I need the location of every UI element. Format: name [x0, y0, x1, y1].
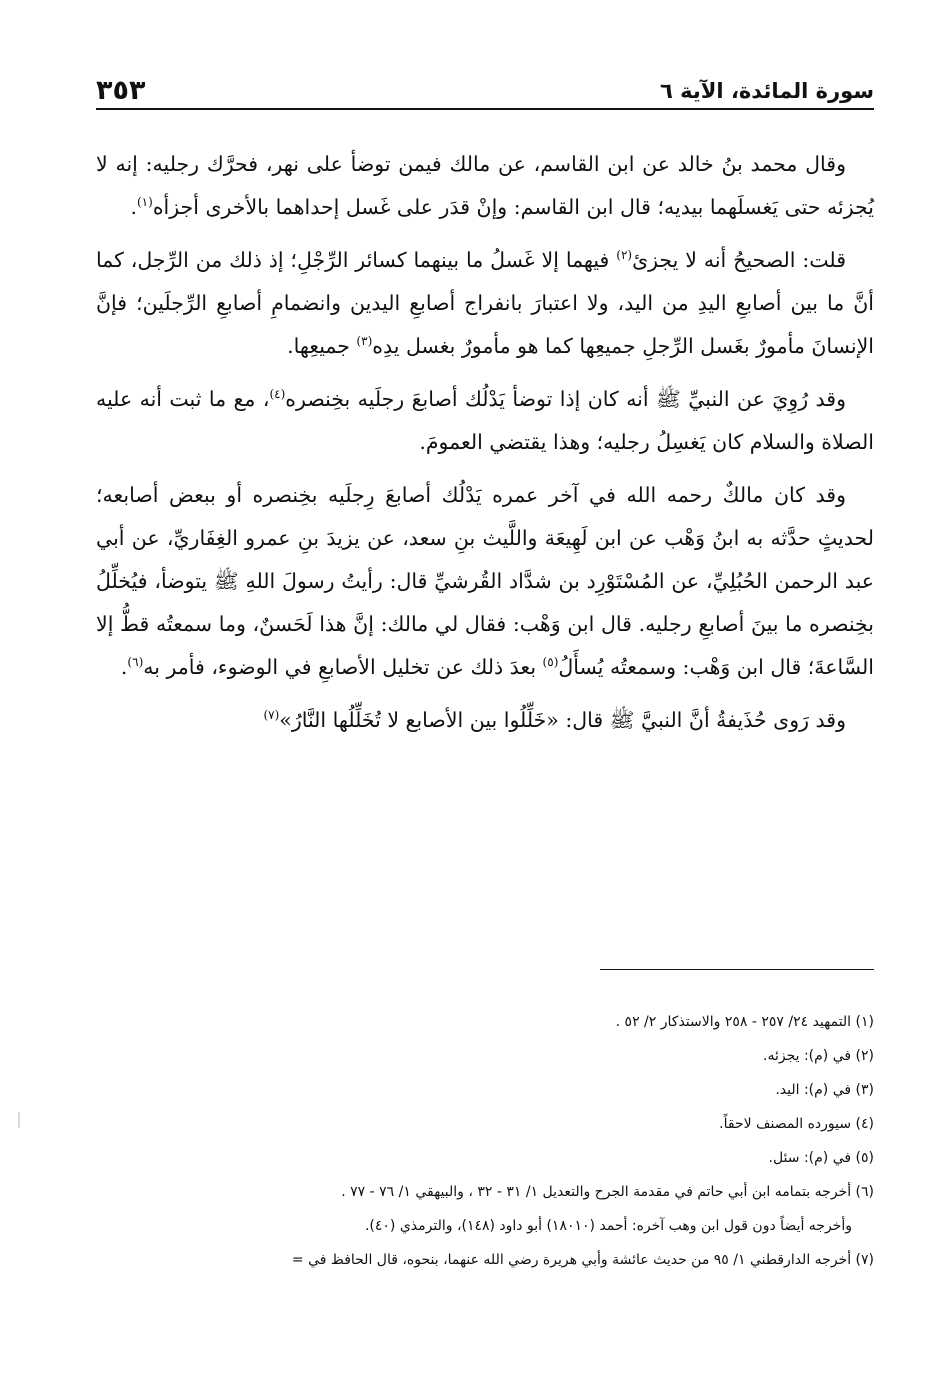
paragraph-1: وقال محمد بنُ خالد عن ابن القاسم، عن مالك فيمن توضأ على نهر، فحرَّك رجليه: إنه لا يُجزئه حتى يَغسلَهما بيديه؛ قال ابن القاسم: وإنْ قدَر على غَسل إحداهما بالأخرى أجزأه$^{(١)}$. [96, 152, 874, 219]
page-number: ٣٥٣ [96, 75, 146, 106]
paragraph-2: قلت: الصحيحُ أنه لا يجزئ$^{(٢)}$ فيهما إلا غَسلُ ما بينهما كسائر الرِّجْلِ؛ إذ ذلك من الرِّجل، كما أنَّ ما بين أصابعِ اليدِ من اليد، ولا اعتبارَ بانفراج أصابعِ اليدين وانضمامِ أصابعِ الرِّجلَين؛ فإنَّ الإنسانَ مأمورٌ بغَسل الرِّجلِ جميعِها كما هو مأمورٌ بغسل يدِه$^{(٣)}$ جميعِها. [96, 248, 874, 358]
footnote-3: (٣) في (م): اليد. [775, 1082, 874, 1098]
footnote-5: (٥) في (م): سئل. [768, 1150, 874, 1166]
footnote-6-continuation: وأخرجه أيضاً دون قول ابن وهب آخره: أحمد (١٨٠١٠) أبو داود (١٤٨)، والترمذي (٤٠). [364, 1218, 852, 1234]
footnote-ref: (٢) [616, 248, 633, 262]
footnote-ref: (١) [136, 195, 153, 209]
scan-margin-mark [18, 1112, 20, 1128]
footnote-ref: (٧) [263, 708, 280, 722]
footnote-4: (٤) سيورده المصنف لاحقاً. [719, 1116, 874, 1132]
header-rule [96, 108, 874, 110]
footnote-1: (١) التمهيد ٢٤/ ٢٥٧ - ٢٥٨ والاستذكار ٢/ ٥٢ . [615, 1014, 874, 1030]
footnote-2: (٢) في (م): يجزئه. [763, 1048, 874, 1064]
footnote-ref: (٦) [127, 655, 144, 669]
footnotes [96, 1005, 874, 1277]
footnote-ref: (٤) [269, 387, 286, 401]
footnote-ref: (٥) [542, 655, 559, 669]
paragraph-3: وقد رُوِيَ عن النبيِّ ﷺ أنه كان إذا توضأ يَدْلُك أصابعَ رجلَيه بخِنصره$^{(٤)}$، مع ما ثبت أنه عليه الصلاة والسلام كان يَغسِلُ رجليه؛ وهذا يقتضي العمومَ. [96, 387, 874, 454]
main-text [96, 143, 874, 752]
paragraph-5: وقد رَوى حُذَيفةُ أنَّ النبيَّ ﷺ قال: «خَلِّلُوا بين الأصابع لا تُخَلِّلُها النَّارُ»$^{(٧)}$ [263, 708, 846, 732]
paragraph-4: وقد كان مالكٌ رحمه الله في آخر عمره يَدْلُك أصابعَ رِجلَيه بخِنصره أو ببعض أصابعه؛ لحديثٍ حدَّثه به ابنُ وَهْب عن ابن لَهِيعَة واللَّيث بنِ سعد، عن يزيدَ بنِ عمرو الغِفَاريِّ، عن أبي عبد الرحمن الحُبُلِيِّ، عن المُسْتَوْرِد بن شدَّاد القُرشيِّ قال: رأيتُ رسولَ اللهِ ﷺ يتوضأ، فيُخلِّلُ بخِنصره ما بينَ أصابعِ رجليه. قال ابن وَهْب: فقال لي مالك: إنَّ هذا لَحَسنٌ، وما سمعتُه قطُّ إلا السَّاعةَ؛ قال ابن وَهْب: وسمعتُه يُسأَلُ$^{(٥)}$ بعدَ ذلك عن تخليل الأصابعِ في الوضوء، فأمر به$^{(٦)}$. [96, 483, 874, 679]
footnote-7: (٧) أخرجه الدارقطني ١/ ٩٥ من حديث عائشة وأبي هريرة رضي الله عنهما، بنحوه، قال الحافظ في = [291, 1252, 874, 1268]
footnote-separator [600, 969, 874, 970]
footnote-6: (٦) أخرجه بتمامه ابن أبي حاتم في مقدمة الجرح والتعديل ١/ ٣١ - ٣٢ ، والبيهقي ١/ ٧٦ - ٧٧ . [341, 1184, 874, 1200]
footnote-ref: (٣) [356, 334, 373, 348]
running-title: سورة المائدة، الآية ٦ [660, 79, 874, 103]
page-header [96, 66, 874, 106]
